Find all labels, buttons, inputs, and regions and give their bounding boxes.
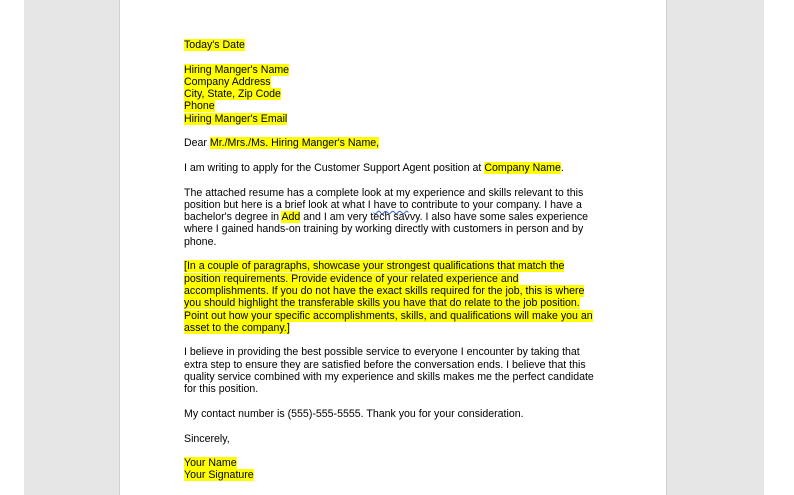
service-line: extra step to ensure they are satisfied before the conversation ends. I believe that this (184, 358, 586, 371)
placeholder-line[interactable]: asset to the company.] (184, 321, 290, 334)
date-block (184, 39, 614, 51)
placeholder-line[interactable]: position requirements. Provide evidence of your related experience and (184, 272, 519, 285)
closing (184, 433, 614, 445)
experience-line: phone. (184, 235, 217, 248)
experience-text: bachelor's degree in (184, 211, 282, 224)
intro-text: I am writing to apply for the Customer Support Agent position at (184, 161, 485, 174)
placeholder-line[interactable]: you should highlight the transferable skills you have that do relate to the job position. (184, 297, 580, 310)
grammar-flagged-text[interactable]: have to (373, 198, 409, 211)
experience-text: and I am very tech savvy. I also have some sales experience (300, 211, 589, 224)
letter-body[interactable] (184, 39, 614, 494)
experience-line: The attached resume has a complete look at my experience and skills relevant to this (184, 186, 584, 199)
your-name-placeholder[interactable]: Your Name (184, 457, 237, 470)
salutation (184, 137, 614, 149)
placeholder-line[interactable]: [In a couple of paragraphs, showcase your strongest qualifications that match the (184, 260, 565, 273)
experience-paragraph (184, 187, 614, 248)
recipient-email[interactable]: Hiring Manger's Email (184, 112, 288, 125)
experience-line (184, 199, 614, 211)
contact-text: My contact number is (555)-555-5555. Thank you for your consideration. (184, 407, 524, 420)
salutation-name[interactable]: Mr./Mrs./Ms. Hiring Manger's Name, (209, 137, 380, 150)
recipient-city-state-zip[interactable]: City, State, Zip Code (184, 88, 281, 101)
service-paragraph (184, 346, 614, 395)
experience-text: contribute to your company. I have a (408, 198, 582, 211)
intro-paragraph (184, 162, 614, 174)
signature-block (184, 457, 614, 482)
recipient-block (184, 64, 614, 125)
service-line: for this position. (184, 383, 259, 396)
contact-paragraph (184, 408, 614, 420)
salutation-prefix: Dear (184, 137, 210, 150)
recipient-phone[interactable]: Phone (184, 100, 215, 113)
left-margin-strip (0, 0, 24, 495)
intro-period: . (560, 161, 564, 174)
document-page[interactable] (119, 0, 667, 495)
placeholder-line[interactable]: Point out how your specific accomplishments, skills, and qualifications will make you an (184, 309, 593, 322)
experience-line: where I gained hands-on training by working directly with customers in person and by (184, 223, 584, 236)
experience-text: position but here is a brief look at what I (184, 198, 374, 211)
closing-text: Sincerely, (184, 432, 230, 445)
qualifications-placeholder (184, 260, 614, 334)
recipient-name[interactable]: Hiring Manger's Name (184, 63, 290, 76)
date-placeholder[interactable]: Today's Date (184, 39, 245, 51)
placeholder-line[interactable]: accomplishments. If you do not have the exact skills required for the job, this is where (184, 284, 585, 297)
right-margin-strip (764, 0, 794, 495)
experience-line (184, 211, 614, 223)
service-line: quality service combined with my experience and skills makes me the perfect candidate (184, 371, 594, 384)
service-line: I believe in providing the best possible service to everyone I encounter by taking that (184, 346, 580, 359)
degree-placeholder[interactable]: Add (281, 211, 301, 224)
recipient-company-address[interactable]: Company Address (184, 75, 271, 88)
your-signature-placeholder[interactable]: Your Signature (184, 469, 254, 482)
company-name-placeholder[interactable]: Company Name (484, 161, 561, 174)
